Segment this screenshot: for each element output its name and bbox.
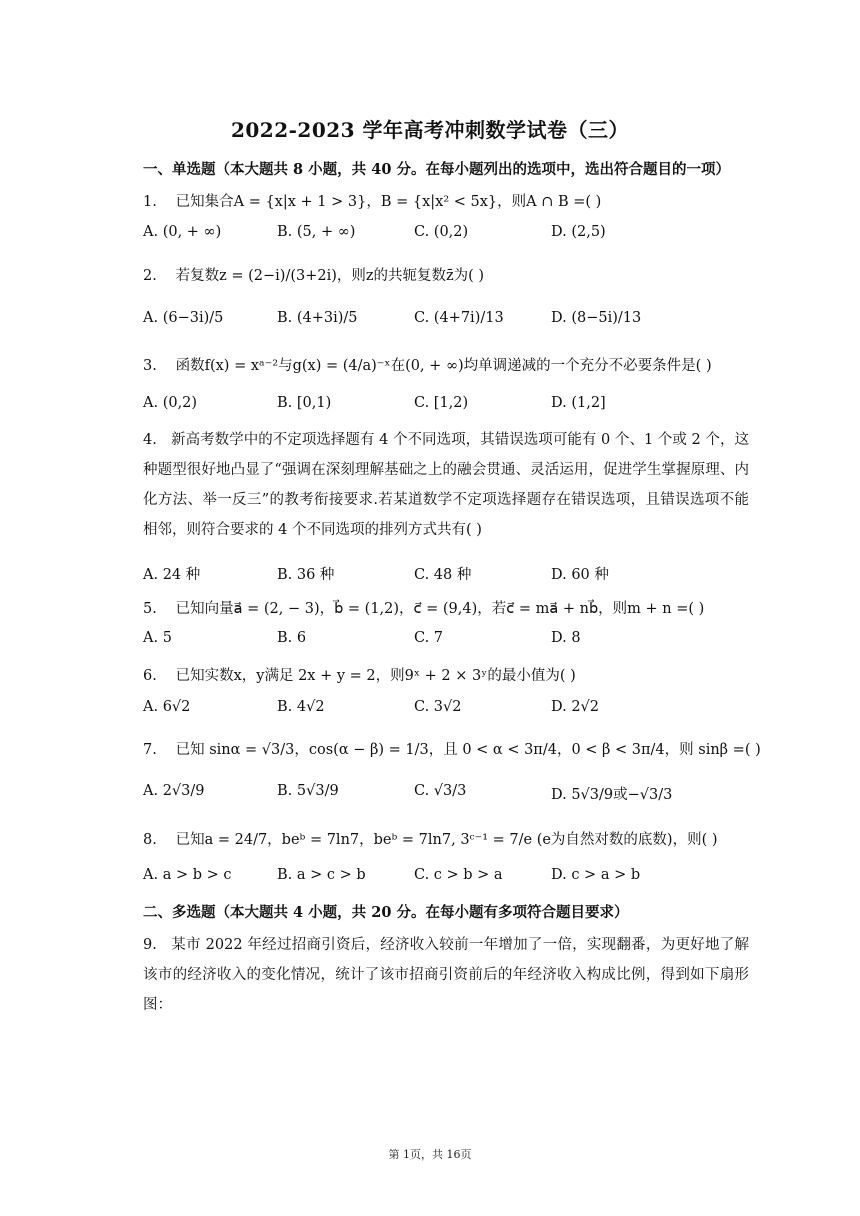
option-b: B. [0,1): [277, 395, 332, 411]
option-b: B. a > c > b: [277, 867, 366, 883]
question-text: 已知实数x，y满足 2x + y = 2，则9ˣ + 2 × 3ʸ的最小值为( ): [175, 668, 576, 684]
question-number: 4.: [143, 432, 157, 448]
option-d: D. c > a > b: [551, 867, 641, 883]
question-1: [143, 190, 601, 211]
option-a: A. 2√3/9: [143, 783, 205, 799]
question-number: 1.: [143, 194, 157, 210]
options-q8: [143, 867, 763, 891]
question-3: [143, 354, 712, 375]
option-c: C. 7: [414, 630, 444, 646]
options-q7: [143, 783, 763, 807]
question-text: 若复数z = (2−i)/(3+2i)，则z的共轭复数z̄为( ): [175, 268, 485, 284]
option-d: D. (1,2]: [551, 395, 606, 411]
options-q3: [143, 395, 763, 419]
option-c: C. (0,2): [414, 224, 469, 240]
options-q5: [143, 630, 763, 654]
options-q2: [143, 310, 763, 334]
option-c: C. 3√2: [414, 699, 462, 715]
option-d: D. 2√2: [551, 699, 600, 715]
option-c: C. 48 种: [414, 567, 472, 583]
question-4: [143, 425, 749, 545]
option-b: B. 36 种: [277, 567, 335, 583]
page-footer: 第 1页，共 16页: [388, 1148, 472, 1161]
question-7: [143, 738, 761, 759]
section-single-choice-heading: 一、单选题（本大题共 8 小题，共 40 分。在每小题列出的选项中，选出符合题目的一项）: [143, 161, 730, 178]
option-a: A. 5: [143, 630, 172, 646]
question-text: 新高考数学中的不定项选择题有 4 个不同选项，其错误选项可能有 0 个、1 个或 2 个，这种题型很好地凸显了“强调在深刻理解基础之上的融会贯通、灵活运用，促进学生掌握原理、内化方法、举一反三”的教考衔接要求.若某道数学不定项选择题存在错误选项，且错误选项不能相邻，则符合要求的 4 个不同选项的排列方式共有( ): [143, 432, 749, 538]
option-d: D. 60 种: [551, 567, 609, 583]
question-number: 3.: [143, 358, 157, 374]
option-a: A. (6−3i)/5: [143, 310, 224, 326]
question-number: 5.: [143, 601, 157, 617]
question-number: 9.: [143, 937, 157, 953]
section-multiple-choice-heading: 二、多选题（本大题共 4 小题，共 20 分。在每小题有多项符合题目要求）: [143, 904, 629, 921]
question-number: 2.: [143, 268, 157, 284]
page-title: 2022-2023 学年高考冲刺数学试卷（三）: [230, 118, 630, 142]
option-d: D. 8: [551, 630, 581, 646]
question-text: 某市 2022 年经过招商引资后，经济收入较前一年增加了一倍，实现翻番，为更好地了解该市的经济收入的变化情况，统计了该市招商引资前后的年经济收入构成比例，得到如下扇形图：: [143, 937, 749, 1013]
question-text: 已知集合A = {x|x + 1 > 3}，B = {x|x² < 5x}，则A ∩ B =( ): [175, 194, 602, 210]
option-a: A. 6√2: [143, 699, 191, 715]
options-q6: [143, 699, 763, 723]
question-6: [143, 664, 576, 685]
options-q1: [143, 224, 763, 248]
option-d: D. 5√3/9或−√3/3: [551, 787, 673, 803]
option-a: A. (0,2): [143, 395, 198, 411]
question-text: 已知向量a⃗ = (2, − 3)，b⃗ = (1,2)，c⃗ = (9,4)，若c⃗ = ma⃗ + nb⃗，则m + n =( ): [175, 601, 705, 617]
option-d: D. (2,5): [551, 224, 606, 240]
question-2: [143, 264, 484, 285]
question-number: 6.: [143, 668, 157, 684]
question-number: 7.: [143, 742, 157, 758]
question-9: [143, 930, 749, 1020]
question-text: 已知 sinα = √3/3，cos(α − β) = 1/3，且 0 < α < 3π/4，0 < β < 3π/4，则 sinβ =( ): [175, 742, 761, 758]
option-a: A. (0, + ∞): [143, 224, 222, 240]
option-a: A. 24 种: [143, 567, 201, 583]
option-b: B. (4+3i)/5: [277, 310, 358, 326]
question-5: [143, 597, 704, 618]
option-d: D. (8−5i)/13: [551, 310, 642, 326]
option-b: B. 6: [277, 630, 307, 646]
option-b: B. 4√2: [277, 699, 325, 715]
question-8: [143, 828, 718, 849]
option-c: C. c > b > a: [414, 867, 503, 883]
option-b: B. 5√3/9: [277, 783, 339, 799]
option-a: A. a > b > c: [143, 867, 232, 883]
question-text: 已知a = 24/7，beᵇ = 7ln7，beᵇ = 7ln7, 3ᶜ⁻¹ = 7/e (e为自然对数的底数)，则( ): [175, 832, 718, 848]
option-c: C. [1,2): [414, 395, 469, 411]
question-text: 函数f(x) = xᵃ⁻²与g(x) = (4/a)⁻ˣ在(0, + ∞)均单调递减的一个充分不必要条件是( ): [175, 358, 712, 374]
options-q4: [143, 563, 763, 587]
question-number: 8.: [143, 832, 157, 848]
option-c: C. √3/3: [414, 783, 467, 799]
option-b: B. (5, + ∞): [277, 224, 356, 240]
option-c: C. (4+7i)/13: [414, 310, 504, 326]
